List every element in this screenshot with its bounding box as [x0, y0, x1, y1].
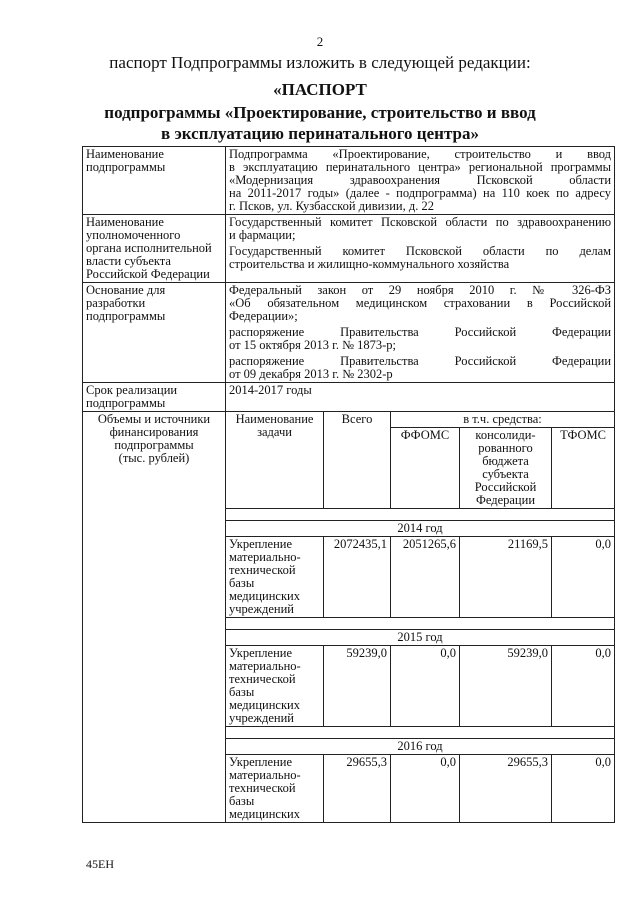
value-ffoms: 2051265,6	[391, 537, 460, 618]
subtitle-line-1: подпрограммы «Проектирование, строительство и ввод	[104, 103, 536, 122]
document-title: «ПАСПОРТ	[273, 80, 367, 99]
value-regional: 21169,5	[460, 537, 552, 618]
authority-paragraph-2: Государственный комитет Псковской области по делам строительства и жилищно-коммунального хозяйства	[229, 244, 612, 271]
row-authority-value	[226, 215, 615, 283]
row-basis-value	[226, 283, 615, 383]
value-ffoms: 0,0	[391, 755, 460, 823]
passport-table	[82, 146, 615, 823]
col-header-task: Наименование задачи	[226, 412, 324, 509]
col-header-ffoms: ФФОМС	[391, 428, 460, 509]
basis-paragraph-1: Федеральный закон от 29 ноября 2010 г. № 326-ФЗ «Об обязательном медицинском страховании в Российской Федерации»;	[229, 283, 612, 323]
row-financing-header	[83, 412, 615, 428]
basis-paragraph-2: распоряжение Правительства Российской Федерации от 15 октября 2013 г. № 1873-р;	[229, 325, 612, 352]
row-term	[83, 383, 615, 412]
year-label: 2014 год	[226, 521, 615, 537]
intro-text: паспорт Подпрограммы изложить в следующей редакции:	[109, 53, 531, 72]
row-basis	[83, 283, 615, 383]
value-total: 2072435,1	[324, 537, 391, 618]
year-label: 2016 год	[226, 739, 615, 755]
col-header-including: в т.ч. средства:	[391, 412, 615, 428]
row-financing-label: Объемы и источники финансирования подпрограммы (тыс. рублей)	[83, 412, 226, 823]
task-name: Укрепление материально- технической базы медицинских учреждений	[226, 537, 324, 618]
row-basis-label: Основание для разработки подпрограммы	[83, 283, 226, 383]
document-subtitle	[0, 102, 640, 144]
col-header-tfoms: ТФОМС	[552, 428, 615, 509]
col-header-total: Всего	[324, 412, 391, 509]
row-name-value: Подпрограмма «Проектирование, строительство и ввод в эксплуатацию перинатального центра» региональной программы «Модернизация здравоохранения Псковской области на 2011-2017 годы» (далее - подпрограмма) на 110 коек по адресу г. Псков, ул. Кузбасской дивизии, д. 22	[226, 147, 615, 215]
row-term-label: Срок реализации подпрограммы	[83, 383, 226, 412]
value-regional: 29655,3	[460, 755, 552, 823]
subtitle-line-2: в эксплуатацию перинатального центра»	[161, 124, 479, 143]
value-regional: 59239,0	[460, 646, 552, 727]
row-term-value: 2014-2017 годы	[226, 383, 615, 412]
task-name: Укрепление материально- технической базы медицинских	[226, 755, 324, 823]
footer-code: 45ЕН	[86, 857, 114, 871]
year-label: 2015 год	[226, 630, 615, 646]
value-tfoms: 0,0	[552, 646, 615, 727]
value-total: 29655,3	[324, 755, 391, 823]
col-header-regional-budget: консолиди- рованного бюджета субъекта Российской Федерации	[460, 428, 552, 509]
value-ffoms: 0,0	[391, 646, 460, 727]
task-name: Укрепление материально- технической базы медицинских учреждений	[226, 646, 324, 727]
value-total: 59239,0	[324, 646, 391, 727]
row-authority	[83, 215, 615, 283]
value-tfoms: 0,0	[552, 537, 615, 618]
row-name-label: Наименование подпрограммы	[83, 147, 226, 215]
row-authority-label: Наименование уполномоченного органа исполнительной власти субъекта Российской Федерации	[83, 215, 226, 283]
page-number: 2	[316, 34, 324, 49]
value-tfoms: 0,0	[552, 755, 615, 823]
authority-paragraph-1: Государственный комитет Псковской области по здравоохранению и фармации;	[229, 215, 612, 242]
row-name	[83, 147, 615, 215]
basis-paragraph-3: распоряжение Правительства Российской Федерации от 09 декабря 2013 г. № 2302-р	[229, 354, 612, 381]
